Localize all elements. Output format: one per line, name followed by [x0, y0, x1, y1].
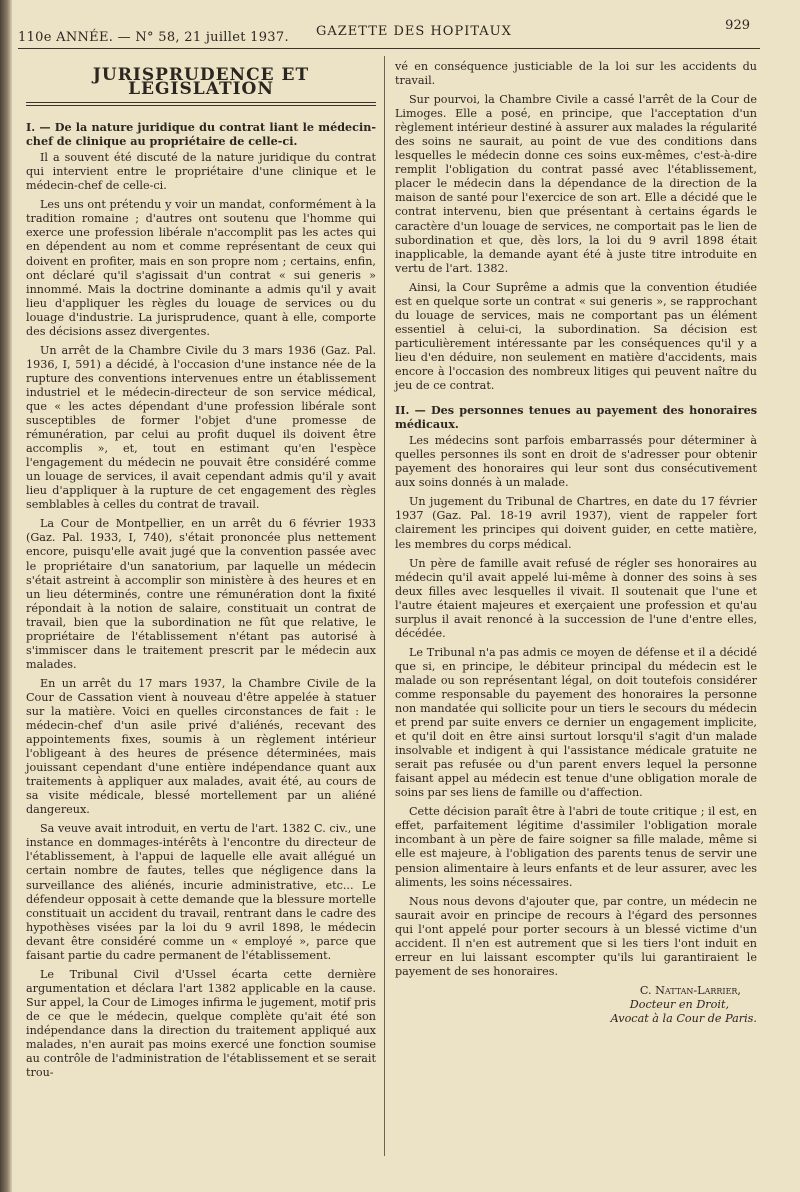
section-title: JURISPRUDENCE ET LÉGISLATION: [92, 65, 310, 100]
left-column: [26, 60, 376, 1085]
page-header: [18, 18, 758, 46]
issue-info: 110e ANNÉE. — N° 58, 21 juillet 1937.: [18, 30, 289, 45]
paragraph: Sa veuve avait introduit, en vertu de l'art. 1382 C. civ., une instance en dommages-intérêts à l'encontre du directeur de l'établissement, à l'appui de laquelle elle avait allégué un certain nombre de fautes, telles que négligence dans la surveillance des aliénés, incurie administrative, etc... Le défendeur opposait à cette demande que la blessure mortelle constituait un accident du travail, rentrant dans le cadre des hypothèses visées par la loi du 9 avril 1898, le médecin devant être considéré comme un « employé », parce que faisant partie du cadre permanent de l'établissement.: [26, 822, 376, 962]
paragraph: Sur pourvoi, la Chambre Civile a cassé l'arrêt de la Cour de Limoges. Elle a posé, en principe, que l'acceptation d'un règlement intérieur destiné à assurer aux malades la régularité des soins ne saurait, au point de vue des conditions dans lesquelles le médecin donne ces soins eux-mêmes, c'est-à-dire remplit l'obligation du contrat passé avec l'établissement, placer le médecin dans la dépendance de la direction de la maison de santé pour l'exercice de son art. Elle a décidé que le contrat intervenu, bien que présentant à certains égards le caractère d'un louage de services, ne comportait pas le lien de subordination et que, dès lors, la loi du 9 avril 1898 était inapplicable, la demande ayant été à juste titre introduite en vertu de l'art. 1382.: [395, 93, 757, 275]
title-rule: [26, 102, 376, 106]
paragraph: Les médecins sont parfois embarrassés pour déterminer à quelles personnes ils sont en droit de s'adresser pour obtenir payement des honoraires qui leur sont dus consécutivement aux soins donnés à un malade.: [395, 434, 757, 490]
article-heading-2: II. — Des personnes tenues au payement des honoraires médicaux.: [395, 403, 757, 432]
paragraph: Les uns ont prétendu y voir un mandat, conformément à la tradition romaine ; d'autres ont soutenu que l'homme qui exerce une profession libérale n'accomplit pas les actes qui en dépendent au nom et comme représentant de ceux qui doivent en profiter, mais en son propre nom ; certains, enfin, ont déclaré qu'il s'agissait d'un contrat « sui generis » innommé. Mais la doctrine dominante a admis qu'il y avait lieu d'appliquer les règles du louage de services ou du louage d'industrie. La jurisprudence, quant à elle, comporte des décisions assez divergentes.: [26, 198, 376, 338]
header-rule: [18, 48, 760, 49]
author-title: Docteur en Droit,: [629, 997, 729, 1011]
paragraph: Un jugement du Tribunal de Chartres, en date du 17 février 1937 (Gaz. Pal. 18-19 avril 1937), vient de rappeler fort clairement les principes qui doivent guider, en cette matière, les membres du corps médical.: [395, 495, 757, 551]
paragraph: Le Tribunal Civil d'Ussel écarta cette dernière argumentation et déclara l'art 1382 applicable en la cause. Sur appel, la Cour de Limoges infirma le jugement, motif pris de ce que le médecin, quelque complète qu'ait été son indépendance dans la direction du traitement appliqué aux malades, n'en aurait pas moins exercé une fonction soumise au contrôle de l'administration de l'établissement et se serait trou-: [26, 967, 376, 1080]
paragraph: Cette décision paraît être à l'abri de toute critique ; il est, en effet, parfaitement légitime d'assimiler l'obligation morale incombant à un père de faire soigner sa fille malade, même si elle est majeure, à l'obligation des parents tenus de servir une pension alimentaire à leurs enfants et de leur assurer, avec les aliments, les soins nécessaires.: [395, 805, 757, 889]
paragraph: La Cour de Montpellier, en un arrêt du 6 février 1933 (Gaz. Pal. 1933, I, 740), s'était prononcée plus nettement encore, puisqu'elle avait jugé que la convention passée avec le propriétaire d'un sanatorium, par laquelle un médecin s'était astreint à accomplir son ministère à des heures et en un lieu déterminés, contre une rémunération dont la fixité répondait à la notion de salaire, constituait un contrat de travail, bien que la subordination ne fût que relative, le propriétaire de l'établissement n'étant pas autorisé à s'immiscer dans le traitement prescrit par le médecin aux malades.: [26, 517, 376, 671]
signature-block: [395, 984, 757, 1026]
paragraph: vé en conséquence justiciable de la loi sur les accidents du travail.: [395, 60, 757, 88]
paragraph: Nous nous devons d'ajouter que, par contre, un médecin ne saurait avoir en principe de recours à l'égard des personnes qui l'ont appelé pour porter secours à un blessé victime d'un accident. Il n'en est autrement que si les tiers l'ont induit en erreur en lui laissant escompter qu'ils lui garantiraient le payement de ses honoraires.: [395, 894, 757, 978]
paragraph: Un père de famille avait refusé de régler ses honoraires au médecin qu'il avait appelé lui-même à donner des soins à ses deux filles avec lesquelles il vivait. Il soutenait que l'une et l'autre étaient majeures et exerçaient une profession et qu'au surplus il avait renoncé à la succession de l'une d'entre elles, décédée.: [395, 556, 757, 640]
author-affiliation: Avocat à la Cour de Paris.: [610, 1011, 757, 1025]
paragraph: Le Tribunal n'a pas admis ce moyen de défense et il a décidé que si, en principe, le débiteur principal du médecin est le malade ou son représentant légal, on doit toutefois considérer comme responsable du payement des honoraires la personne non mandatée qui sollicite pour un tiers le secours du médecin et prend par suite envers ce dernier un engagement implicite, et qu'il doit en être ainsi surtout lorsqu'il s'agit d'un malade insolvable et indigent à qui l'assistance médicale gratuite ne serait pas refusée ou d'un parent envers lequel la personne faisant appel au médecin est tenue d'une obligation morale de soins par ses liens de famille ou d'affection.: [395, 645, 757, 800]
paragraph: Un arrêt de la Chambre Civile du 3 mars 1936 (Gaz. Pal. 1936, I, 591) a décidé, à l'occasion d'une instance née de la rupture des conventions intervenues entre un établissement industriel et le médecin-directeur de son service médical, que « les actes dépendant d'une profession libérale sont susceptibles de former l'objet d'une promesse de rémunération, par celui au profit duquel ils doivent être accomplis », et, tout en estimant qu'en l'espèce l'engagement du médecin ne pouvait être considéré comme un louage de services, il avait cependant admis qu'il y avait lieu d'appliquer à la rupture de cet engagement des règles semblables à celles du contrat de travail.: [26, 343, 376, 512]
column-divider: [384, 56, 385, 1156]
paragraph: Ainsi, la Cour Suprême a admis que la convention étudiée est en quelque sorte un contrat « sui generis », se rapprochant du louage de services, mais ne comportant pas un élément essentiel à celui-ci, la subordination. Sa décision est particulièrement intéressante par les conséquences qu'il y a lieu d'en déduire, non seulement en matière d'accidents, mais encore à l'occasion des nombreux litiges qui peuvent naître du jeu de ce contrat.: [395, 280, 757, 393]
journal-title: GAZETTE DES HOPITAUX: [316, 24, 512, 39]
author-name: C. Nattan-Larrier,: [639, 983, 741, 997]
article-heading-1: I. — De la nature juridique du contrat liant le médecin-chef de clinique au propriétaire de celle-ci.: [26, 120, 376, 149]
paragraph: En un arrêt du 17 mars 1937, la Chambre Civile de la Cour de Cassation vient à nouveau d'être appelée à statuer sur la matière. Voici en quelles circonstances de fait : le médecin-chef d'un asile privé d'aliénés, recevant des appointements fixes, soumis à un règlement intérieur l'obligeant à des heures de présence déterminées, mais jouissant cependant d'une entière indépendance quant aux traitements à appliquer aux malades, avait été, au cours de sa visite médicale, blessé mortellement par un aliéné dangereux.: [26, 676, 376, 817]
page-binding-shadow: [0, 0, 12, 1192]
page-number: 929: [725, 18, 750, 33]
paragraph: Il a souvent été discuté de la nature juridique du contrat qui intervient entre le propriétaire d'une clinique et le médecin-chef de celle-ci.: [26, 151, 376, 193]
right-column: [395, 60, 757, 1026]
